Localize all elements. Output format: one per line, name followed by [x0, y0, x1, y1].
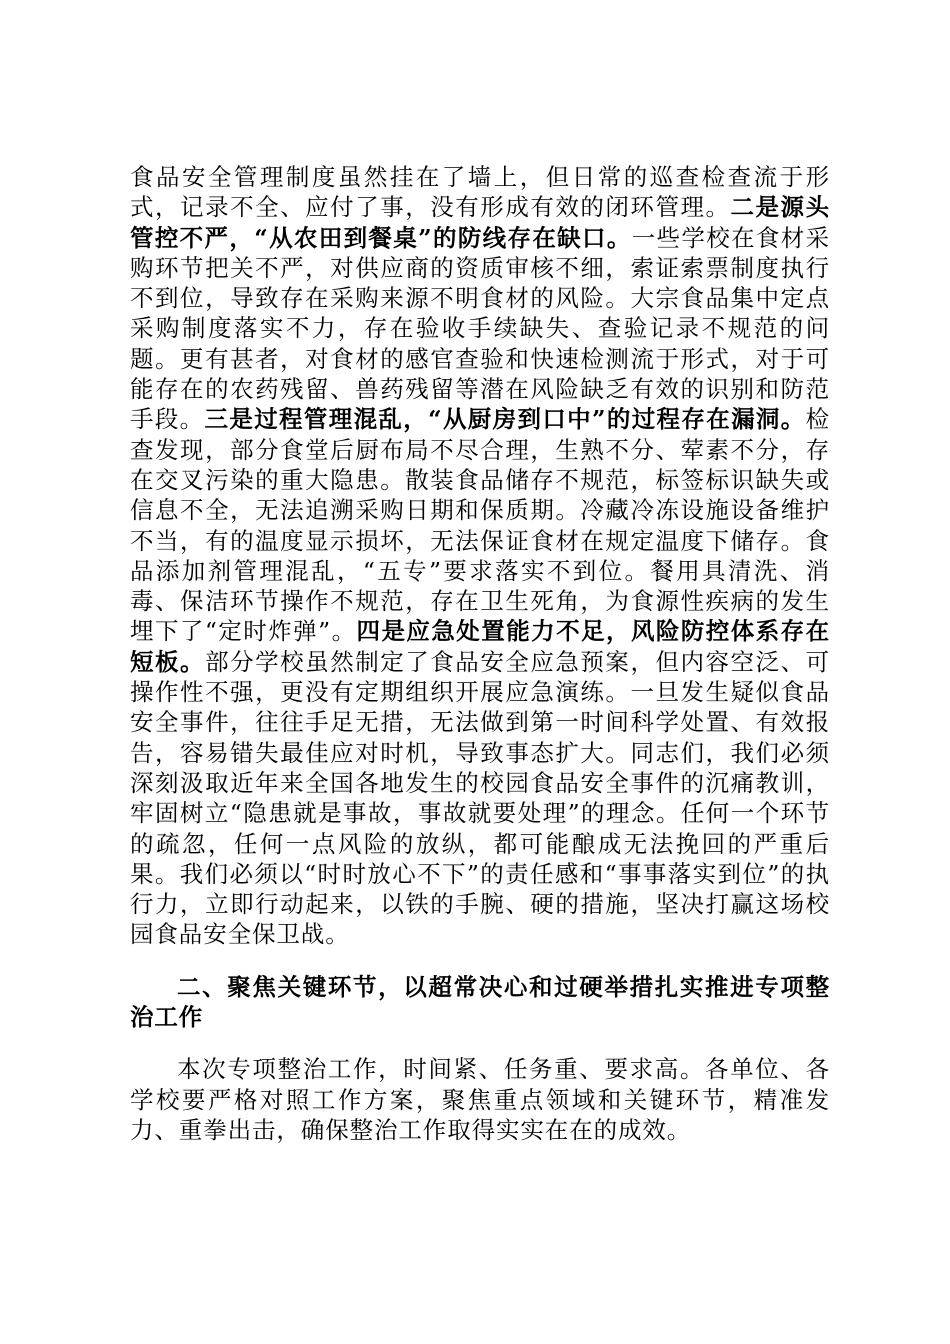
paragraph-text: 食品安全管理制度虽然挂在了墙上，但日常的巡查检查流于形式，记录不全、应付了事，没有形成有效的闭环管理。 — [130, 163, 830, 222]
paragraph-text: 部分学校虽然制定了食品安全应急预案，但内容空泛、可操作性不强，更没有定期组织开展应急演练。一旦发生疑似食品安全事件，往往手足无措，无法做到第一时间科学处置、有效报告，容易错失最佳应对时机，导致事态扩大。同志们，我们必须深刻汲取近年来全国各地发生的校园食品安全事件的沉痛教训，牢固树立“隐患就是事故，事故就要处理”的理念。任何一个环节的疏忽，任何一点风险的放纵，都可能酿成无法挽回的严重后果。我们必须以“时时放心不下”的责任感和“事事落实到位”的执行力，立即行动起来，以铁的手腕、硬的措施，坚决打赢这场校园食品安全保卫战。 — [130, 647, 831, 949]
point-two-heading: 二是源头管控不严，“从农田到餐桌”的防线存在缺口。 — [130, 193, 830, 252]
point-three-heading: 三是过程管理混乱，“从厨房到口中”的过程存在漏洞。 — [204, 405, 806, 434]
point-four-heading: 四是应急处置能力不足，风险防控体系存在短板。 — [130, 617, 830, 676]
document-page — [130, 162, 830, 1145]
body-paragraph-problems — [130, 162, 830, 950]
body-paragraph-intro: 本次专项整治工作，时间紧、任务重、要求高。各单位、各学校要严格对照工作方案，聚焦重点领域和关键环节，精准发力、重拳出击，确保整治工作取得实实在在的成效。 — [130, 1055, 830, 1144]
paragraph-text: 一些学校在食材采购环节把关不严，对供应商的资质审核不细，索证索票制度执行不到位，导致存在采购来源不明食材的风险。大宗食品集中定点采购制度落实不力，存在验收手续缺失、查验记录不规范的问题。更有甚者，对食材的感官查验和快速检测流于形式，对于可能存在的农药残留、兽药残留等潜在风险缺乏有效的识别和防范手段。 — [130, 223, 830, 434]
paragraph-text: 检查发现，部分食堂后厨布局不尽合理，生熟不分、荤素不分，存在交叉污染的重大隐患。散装食品储存不规范，标签标识缺失或信息不全，无法追溯采购日期和保质期。冷藏冷冻设施设备维护不当，有的温度显示损坏，无法保证食材在规定温度下储存。食品添加剂管理混乱，“五专”要求落实不到位。餐用具清洗、消毒、保洁环节操作不规范，存在卫生死角，为食源性疾病的发生埋下了“定时炸弹”。 — [130, 405, 830, 646]
section-heading-two: 二、聚焦关键环节，以超常决心和过硬举措扎实推进专项整治工作 — [130, 972, 830, 1032]
